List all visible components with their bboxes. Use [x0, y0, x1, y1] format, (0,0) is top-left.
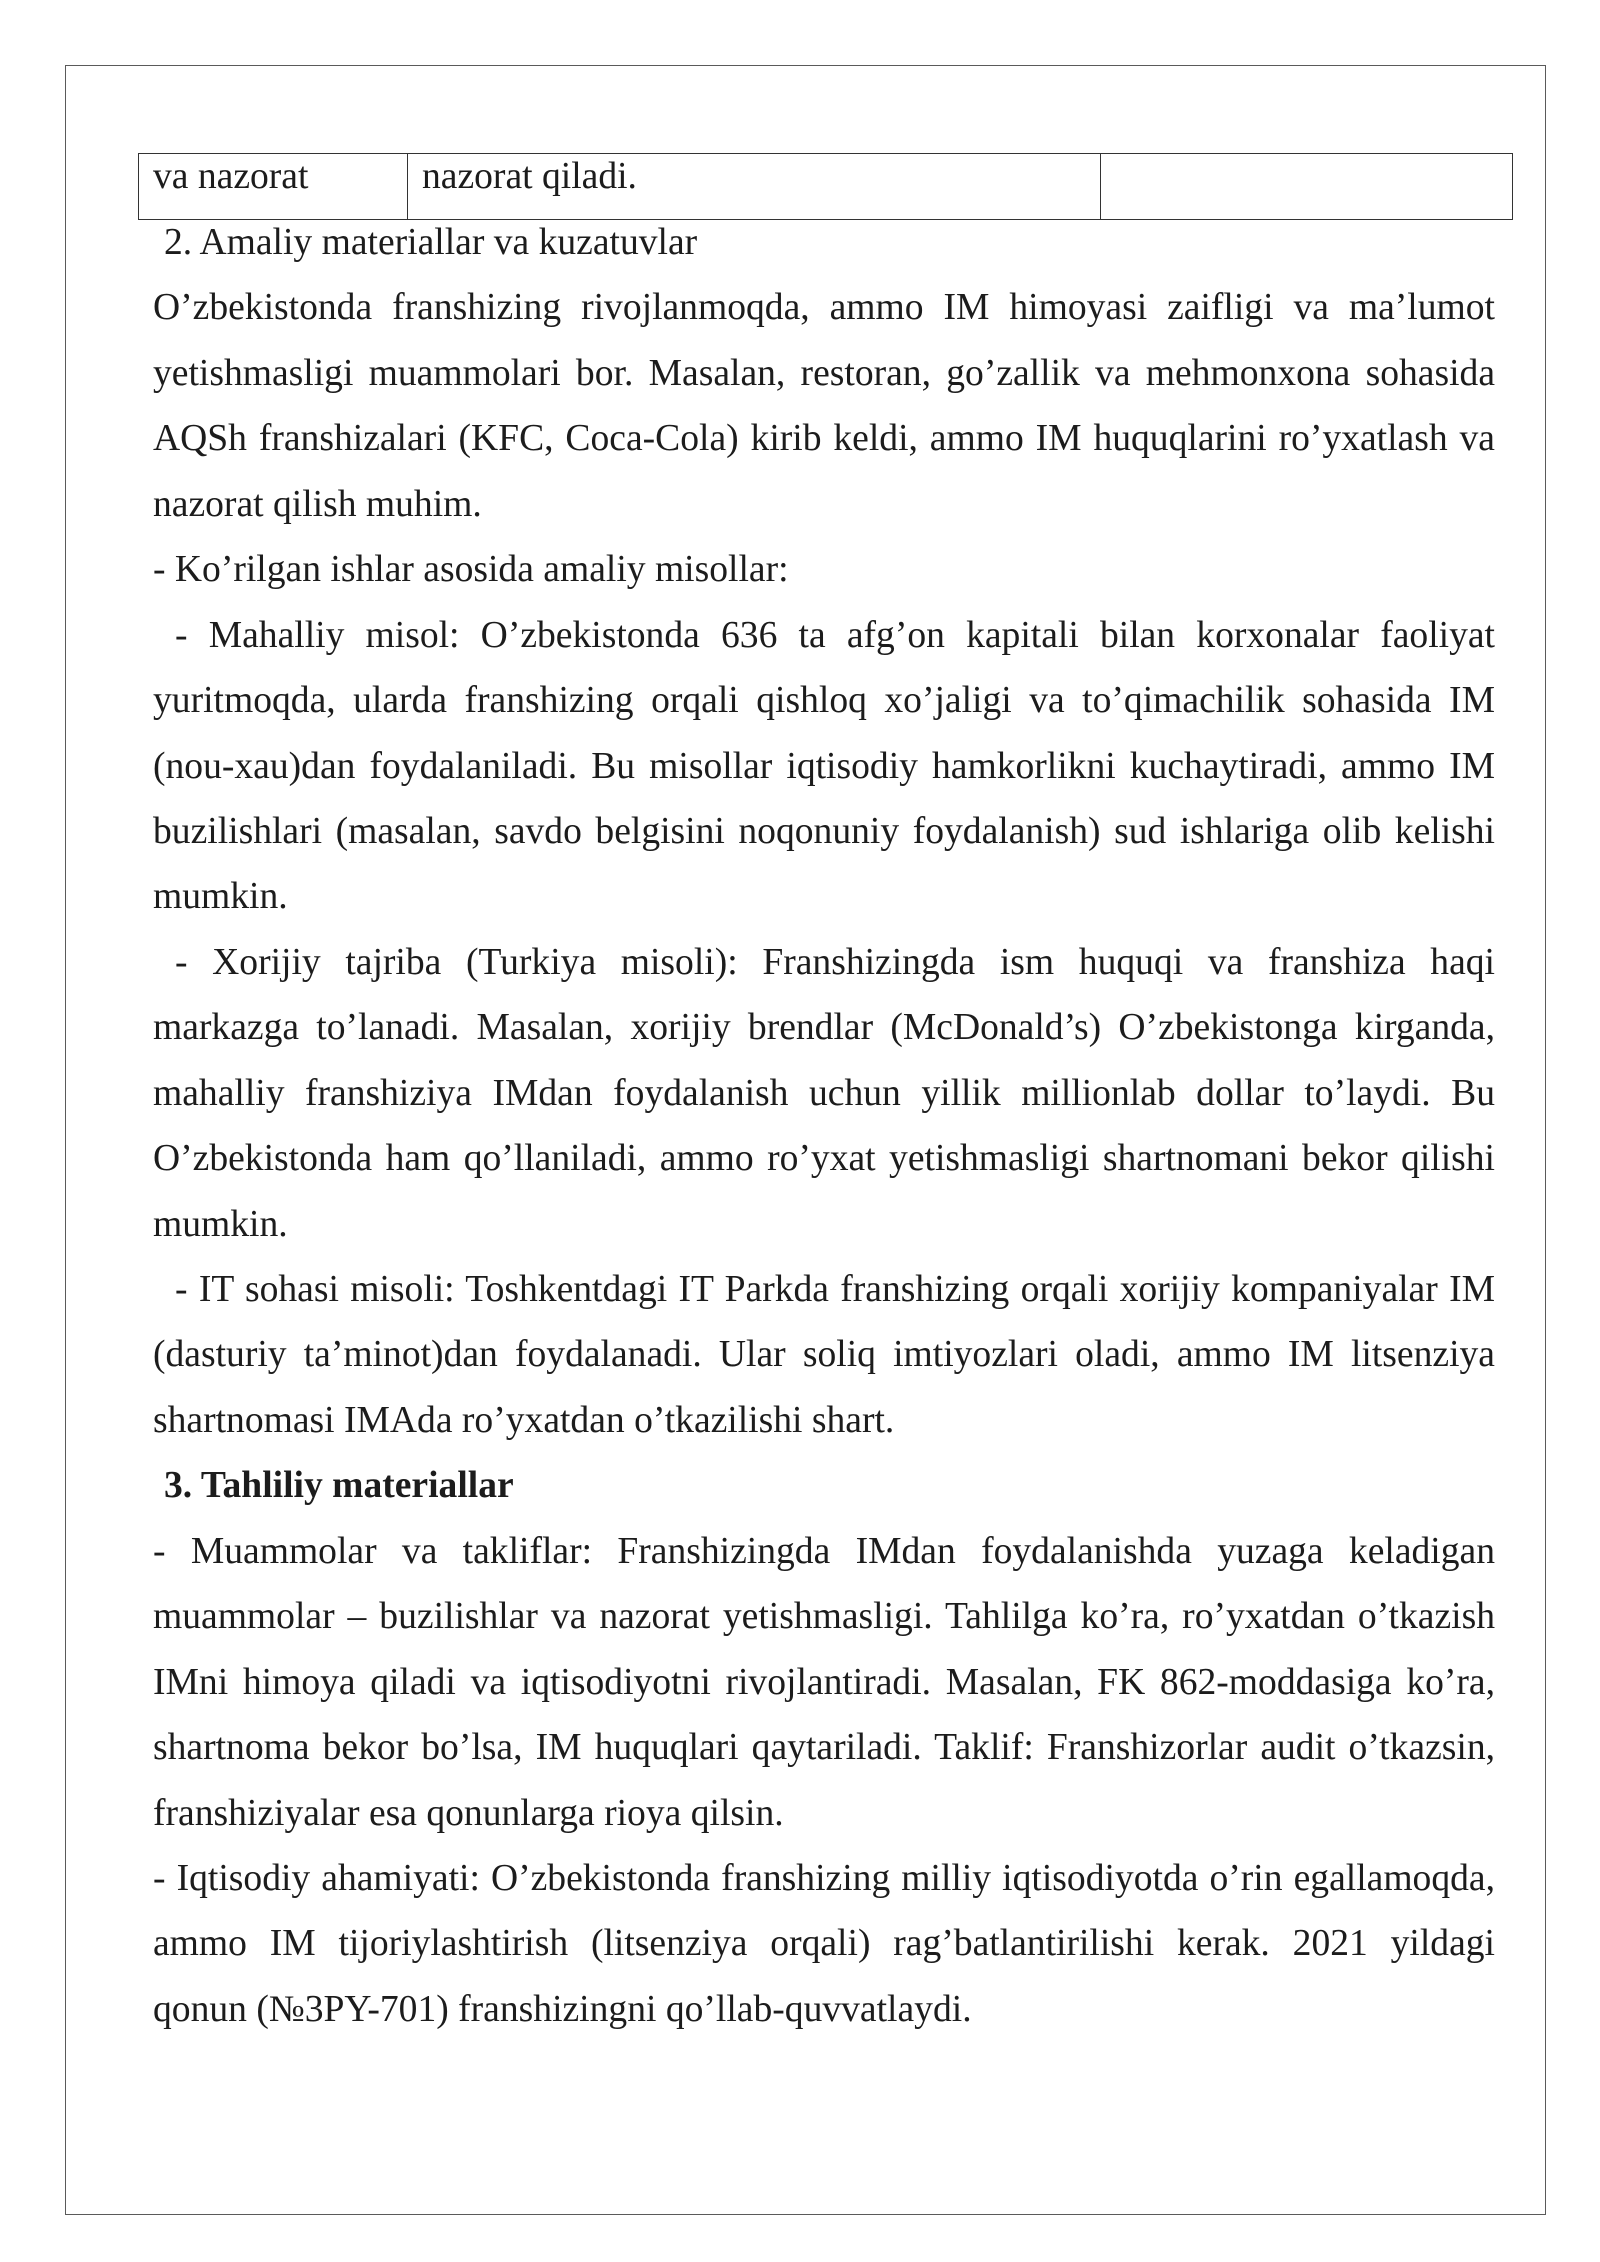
table-cell-label: va nazorat	[153, 156, 309, 197]
paragraph-line: - IT sohasi misoli: Toshkentdagi IT Parkda franshizing orqali xorijiy kompaniyalar IM	[175, 1269, 1495, 1310]
paragraph-line: shartnoma bekor bo’lsa, IM huquqlari qaytariladi. Taklif: Franshizorlar audit o’tkazsin,	[153, 1727, 1495, 1769]
paragraph-line: - Muammolar va takliflar: Franshizingda IMdan foydalanishda yuzaga keladigan	[153, 1530, 1495, 1572]
paragraph-line: mumkin.	[153, 1203, 288, 1245]
paragraph-line: markazga to’lanadi. Masalan, xorijiy brendlar (McDonald’s) O’zbekistonga kirganda,	[153, 1007, 1495, 1049]
paragraph-line: - Iqtisodiy ahamiyati: O’zbekistonda franshizing milliy iqtisodiyotda o’rin egallamoqda,	[153, 1857, 1495, 1899]
paragraph-line: O’zbekistonda franshizing rivojlanmoqda, ammo IM himoyasi zaifligi va ma’lumot	[153, 287, 1495, 329]
paragraph-line: qonun (№3PY-701) franshizingni qo’llab-quvvatlaydi.	[153, 1988, 972, 2030]
list-intro: - Ko’rilgan ishlar asosida amaliy misollar:	[153, 549, 789, 591]
paragraph-line: AQSh franshizalari (KFC, Coca-Cola) kirib keldi, ammo IM huquqlarini ro’yxatlash va	[153, 418, 1495, 460]
paragraph-line: mumkin.	[153, 876, 288, 918]
section-heading: 2. Amaliy materiallar va kuzatuvlar	[164, 222, 698, 263]
list-item-foreign-example	[153, 930, 1495, 1257]
paragraph-line: - Mahalliy misol: O’zbekistonda 636 ta afg’on kapitali bilan korxonalar faoliyat	[175, 614, 1495, 656]
table-cell-description: nazorat qiladi.	[407, 154, 1100, 219]
paragraph-line: (nou-xau)dan foydalaniladi. Bu misollar iqtisodiy hamkorlikni kuchaytiradi, ammo IM	[153, 745, 1495, 787]
paragraph-line: nazorat qilish muhim.	[153, 483, 482, 525]
list-item-problems	[153, 1519, 1495, 1846]
paragraph-line: franshiziyalar esa qonunlarga rioya qilsin.	[153, 1792, 784, 1834]
paragraph-line: (dasturiy ta’minot)dan foydalanadi. Ular soliq imtiyozlari oladi, ammo IM litsenziya	[153, 1334, 1495, 1376]
paragraph-line: shartnomasi IMAda ro’yxatdan o’tkazilishi shart.	[153, 1399, 895, 1441]
paragraph-line: muammolar – buzilishlar va nazorat yetishmasligi. Tahlilga ko’ra, ro’yxatdan o’tkazish	[153, 1596, 1495, 1638]
paragraph-line: yetishmasligi muammolari bor. Masalan, restoran, go’zallik va mehmonxona sohasida	[153, 352, 1495, 394]
document-body	[153, 210, 1495, 2042]
paragraph-line: - Xorijiy tajriba (Turkiya misoli): Franshizingda ism huquqi va franshiza haqi	[175, 941, 1495, 983]
paragraph-line: O’zbekistonda ham qo’llaniladi, ammo ro’yxat yetishmasligi shartnomani bekor qilishi	[153, 1138, 1495, 1180]
paragraph-line: yuritmoqda, ularda franshizing orqali qishloq xo’jaligi va to’qimachilik sohasida IM	[153, 680, 1495, 722]
section-heading: 3. Tahliliy materiallar	[164, 1465, 514, 1507]
paragraph-line: mahalliy franshiziya IMdan foydalanish uchun yillik millionlab dollar to’laydi. Bu	[153, 1072, 1495, 1114]
paragraph-intro	[153, 275, 1495, 537]
list-item-it-example	[153, 1257, 1495, 1453]
list-item-economic	[153, 1846, 1495, 2042]
paragraph-line: ammo IM tijoriylashtirish (litsenziya orqali) rag’batlantirilishi kerak. 2021 yildagi	[153, 1923, 1495, 1965]
paragraph-line: IMni himoya qiladi va iqtisodiyotni rivojlantiradi. Masalan, FK 862-moddasiga ko’ra,	[153, 1661, 1495, 1703]
paragraph-line: buzilishlari (masalan, savdo belgisini noqonuniy foydalanish) sud ishlariga olib kelishi	[153, 810, 1495, 852]
list-item-local-example	[153, 603, 1495, 930]
